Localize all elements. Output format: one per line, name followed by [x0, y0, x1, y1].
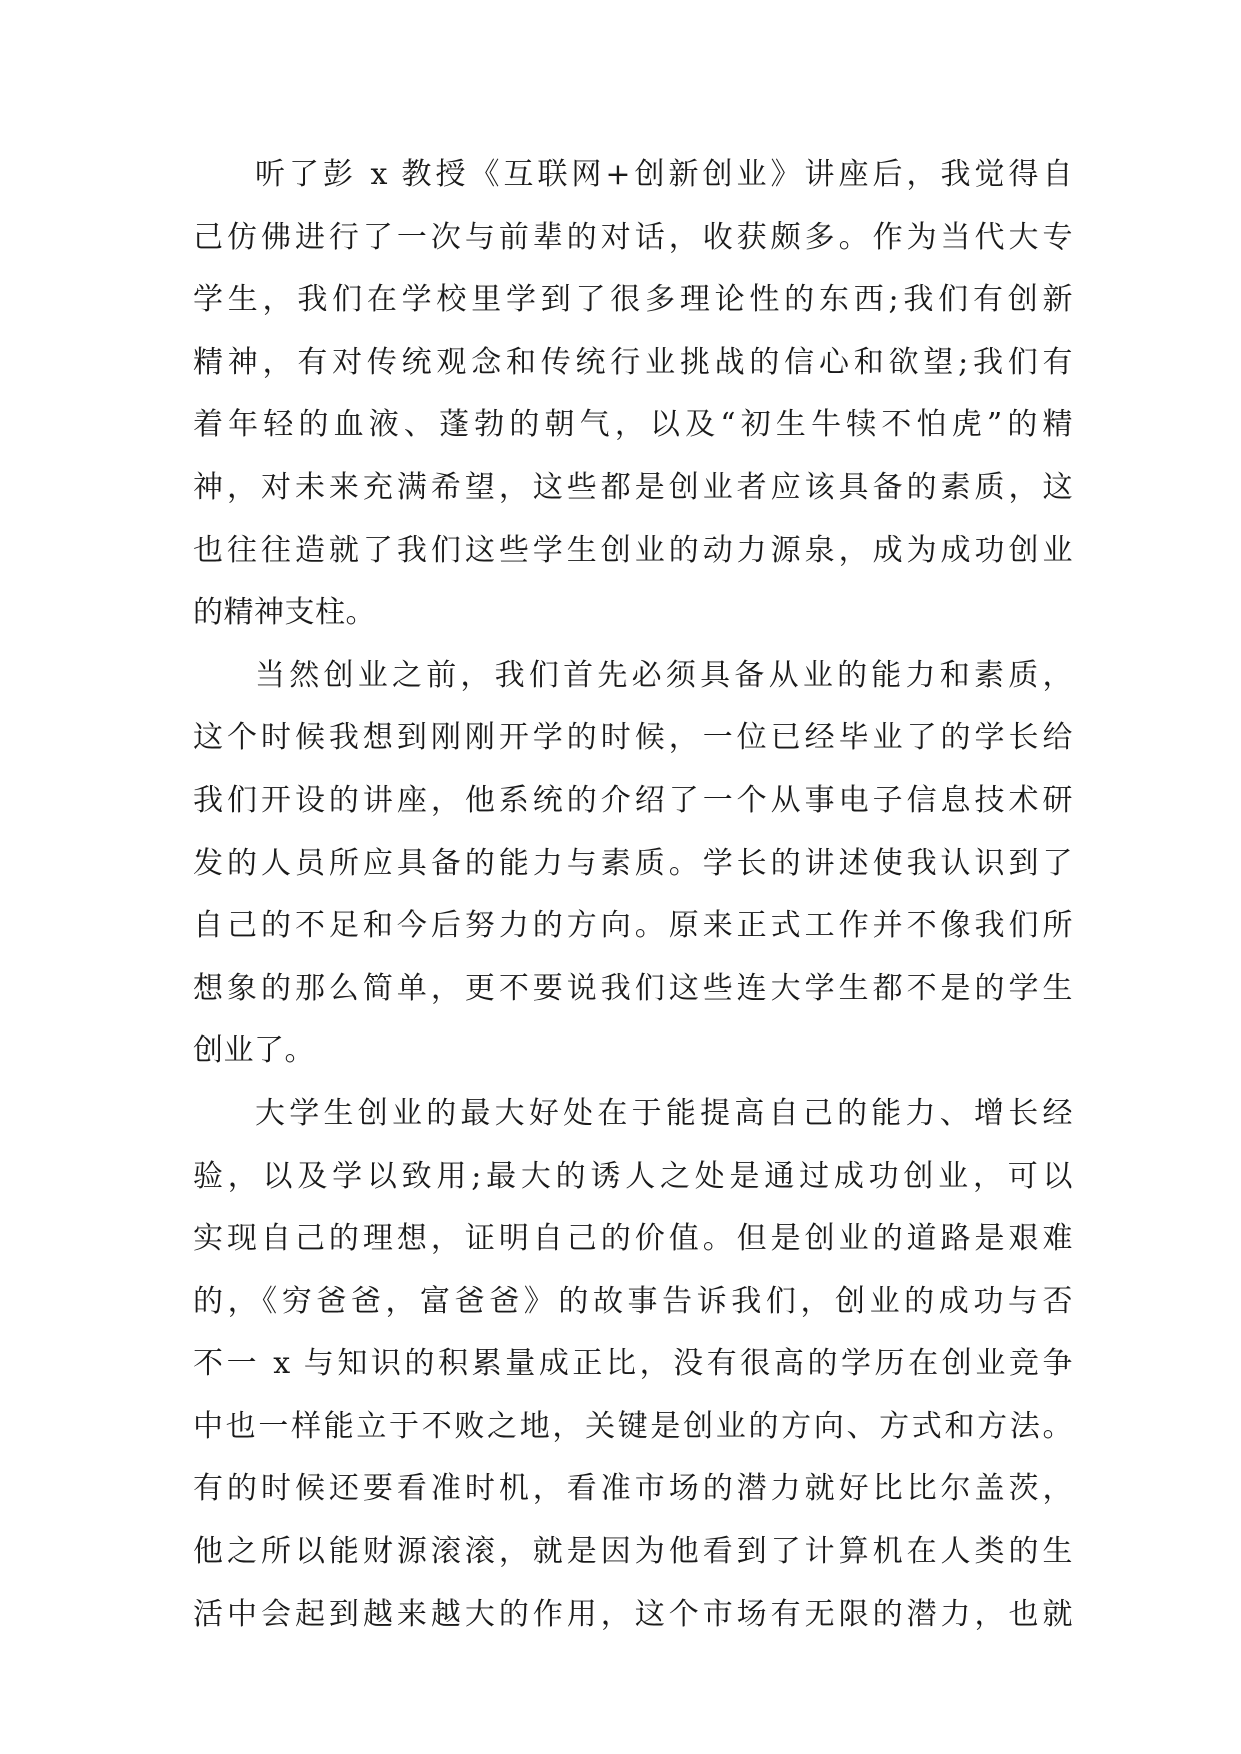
- paragraph-3-line-4: 的，《穷爸爸，富爸爸》的故事告诉我们，创业的成功与否: [193, 1283, 1073, 1319]
- paragraph-1-line-7: 也往往造就了我们这些学生创业的动力源泉，成为成功创业: [193, 532, 1073, 568]
- paragraph-2-line-2: 这个时候我想到刚刚开学的时候，一位已经毕业了的学长给: [193, 720, 1073, 756]
- paragraph-3-line-9: 活中会起到越来越大的作用，这个市场有无限的潜力，也就: [193, 1596, 1073, 1632]
- paragraph-2-line-7: 创业了。: [193, 1033, 315, 1069]
- paragraph-3-line-3: 实现自己的理想，证明自己的价值。但是创业的道路是艰难: [193, 1221, 1073, 1257]
- paragraph-2-line-3: 我们开设的讲座，他系统的介绍了一个从事电子信息技术研: [193, 782, 1073, 818]
- paragraph-1-line-3: 学生，我们在学校里学到了很多理论性的东西;我们有创新: [193, 282, 1073, 318]
- paragraph-1-line-8: 的精神支柱。: [193, 595, 376, 631]
- paragraph-2-line-1: 当然创业之前，我们首先必须具备从业的能力和素质，: [255, 657, 1073, 693]
- paragraph-1-line-4: 精神，有对传统观念和传统行业挑战的信心和欲望;我们有: [193, 344, 1073, 380]
- paragraph-2-line-5: 自己的不足和今后努力的方向。原来正式工作并不像我们所: [193, 908, 1073, 944]
- paragraph-1-line-5: 着年轻的血液、蓬勃的朝气，以及“初生牛犊不怕虎”的精: [193, 407, 1073, 443]
- paragraph-3-line-7: 有的时候还要看准时机，看准市场的潜力就好比比尔盖茨，: [193, 1471, 1073, 1507]
- document-body: [193, 157, 1073, 1662]
- paragraph-1-line-2: 己仿佛进行了一次与前辈的对话，收获颇多。作为当代大专: [193, 219, 1073, 255]
- paragraph-1-line-6: 神，对未来充满希望，这些都是创业者应该具备的素质，这: [193, 469, 1073, 505]
- paragraph-3-line-8: 他之所以能财源滚滚，就是因为他看到了计算机在人类的生: [193, 1534, 1073, 1570]
- paragraph-3-line-1: 大学生创业的最大好处在于能提高自己的能力、增长经: [255, 1095, 1073, 1131]
- paragraph-3-line-2: 验，以及学以致用;最大的诱人之处是通过成功创业，可以: [193, 1158, 1073, 1194]
- paragraph-2-line-6: 想象的那么简单，更不要说我们这些连大学生都不是的学生: [193, 970, 1073, 1006]
- paragraph-3-line-5: 不一 x 与知识的积累量成正比，没有很高的学历在创业竞争: [193, 1346, 1073, 1382]
- paragraph-2-line-4: 发的人员所应具备的能力与素质。学长的讲述使我认识到了: [193, 845, 1073, 881]
- paragraph-1-line-1: 听了彭 x 教授《互联网+创新创业》讲座后，我觉得自: [255, 157, 1073, 192]
- paragraph-3-line-6: 中也一样能立于不败之地，关键是创业的方向、方式和方法。: [193, 1408, 1073, 1444]
